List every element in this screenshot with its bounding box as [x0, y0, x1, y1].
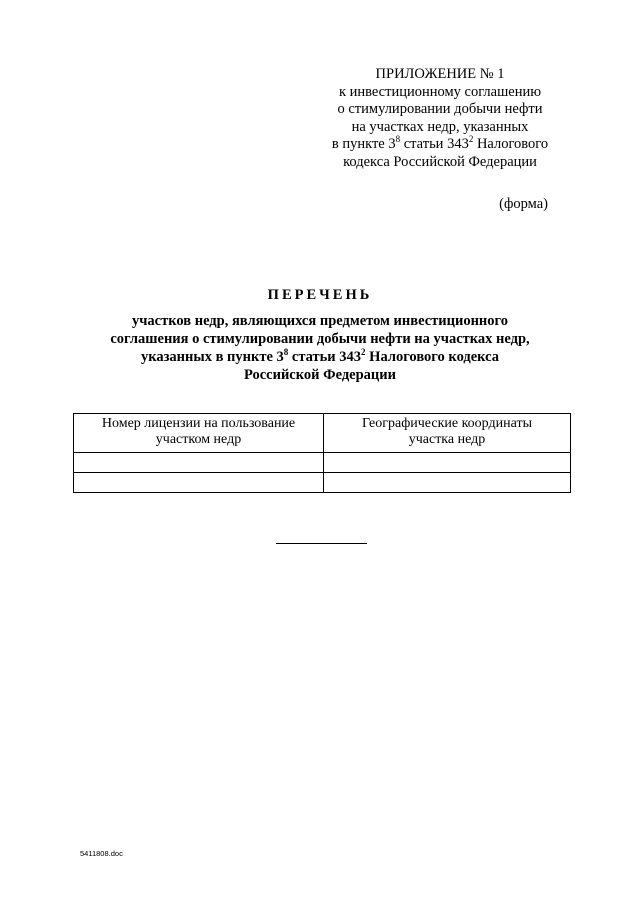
table-row [74, 473, 571, 493]
appendix-line-4-part-c: Налогового [473, 136, 549, 153]
closing-rule [276, 543, 367, 544]
appendix-line-3: на участках недр, указанных [351, 118, 529, 135]
form-label: (форма) [499, 196, 548, 212]
header-license-number-line-1: Номер лицензии на пользование [101, 416, 296, 431]
subtitle-line-3 [60, 348, 580, 366]
file-name-footer: 5411808.doc [80, 849, 123, 858]
license-table [73, 413, 571, 493]
appendix-title: ПРИЛОЖЕНИЕ № 1 [375, 66, 505, 82]
appendix-line-4-superscript-1: 8 [395, 134, 401, 145]
appendix-line-5: кодекса Российской Федерации [343, 153, 537, 170]
subtitle-line-1: участков недр, являющихся предметом инвестиционного [131, 313, 509, 329]
document-title: ПЕРЕЧЕНЬ [267, 287, 373, 303]
header-license-number-line-2: участком недр [155, 432, 242, 447]
appendix-line-4-superscript-2: 2 [468, 134, 474, 145]
appendix-line-4-part-b: статьи 343 [400, 136, 469, 153]
subtitle-line-3-part-b: статьи 343 [288, 349, 362, 365]
table-row [74, 453, 571, 473]
appendix-header [290, 66, 590, 172]
header-coordinates [324, 414, 571, 453]
subtitle-line-3-part-c: Налогового кодекса [365, 349, 500, 365]
subtitle-line-4: Российской Федерации [243, 367, 396, 383]
appendix-line-4-part-a: в пункте 3 [331, 136, 396, 153]
subtitle-line-3-superscript-2: 2 [361, 347, 366, 357]
appendix-line-4 [290, 136, 590, 154]
table-cell-coordinates[interactable] [324, 453, 571, 473]
subtitle-line-3-superscript-1: 8 [283, 347, 289, 357]
header-coordinates-line-1: Географические координаты [362, 416, 532, 431]
appendix-line-2: о стимулировании добычи нефти [337, 101, 543, 118]
table-cell-license[interactable] [74, 473, 324, 493]
subtitle-line-2: соглашения о стимулировании добычи нефти на участках недр, [110, 331, 530, 347]
table-header-row [74, 414, 571, 453]
document-subtitle [60, 312, 580, 384]
header-coordinates-line-2: участка недр [408, 432, 486, 447]
subtitle-line-3-part-a: указанных в пункте 3 [140, 349, 284, 365]
appendix-line-1: к инвестиционному соглашению [338, 83, 542, 100]
header-license-number [74, 414, 324, 453]
table-cell-license[interactable] [74, 453, 324, 473]
table-cell-coordinates[interactable] [324, 473, 571, 493]
